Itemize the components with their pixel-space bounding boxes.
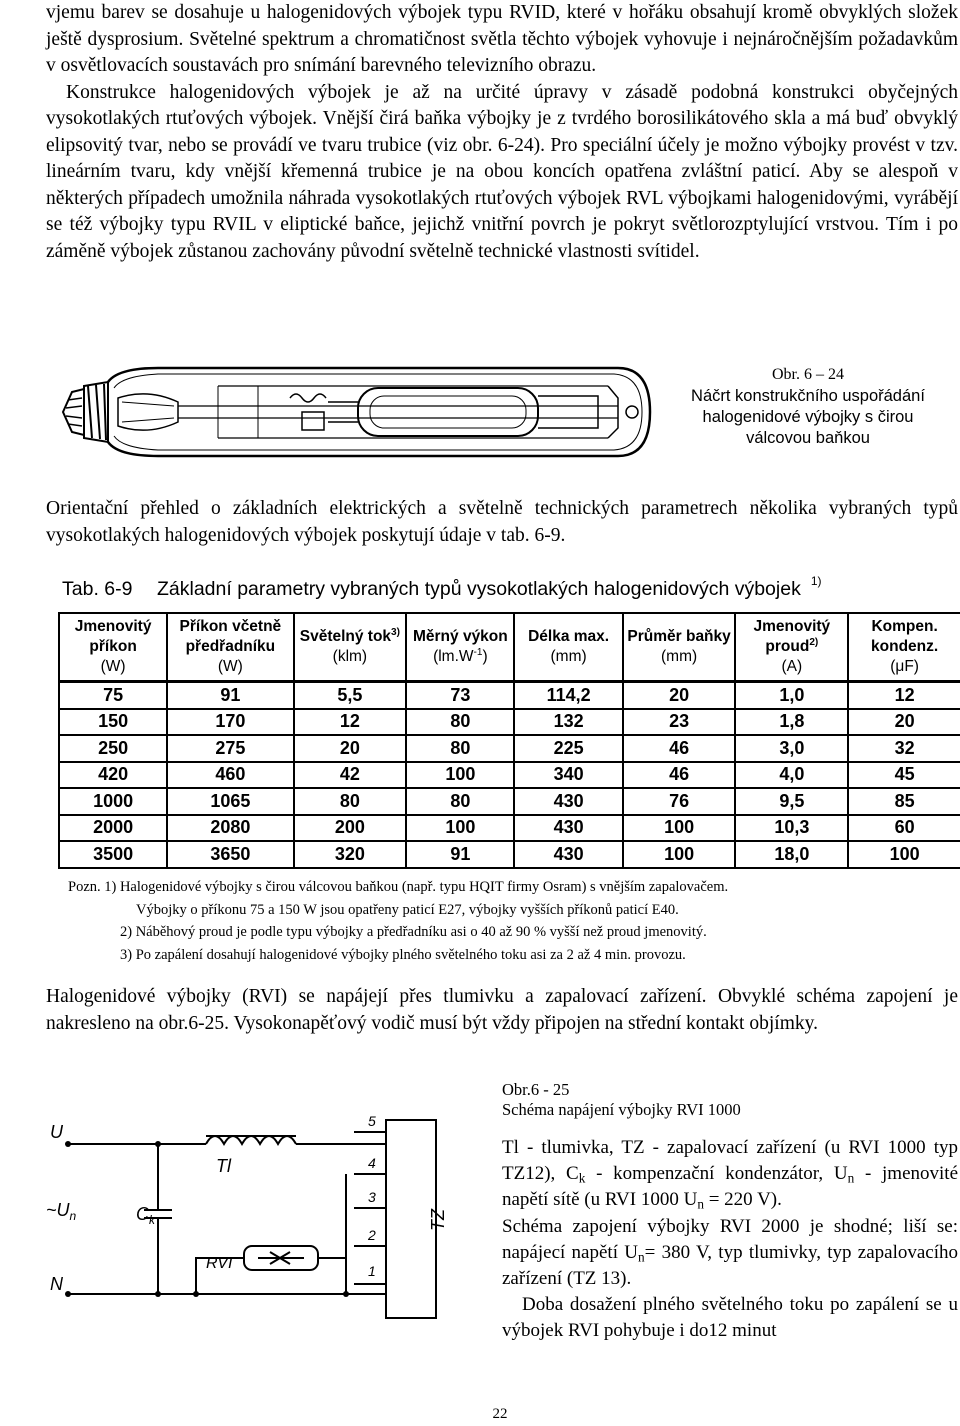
table-row xyxy=(59,841,960,868)
rvi2000-note: Schéma zapojení výbojky RVI 2000 je shodné; liší se: napájecí napětí $U_n= 380$ V, typ tlumivky, typ zapalovacího zařízení (TZ 13). xyxy=(502,1215,959,1290)
header-compensation-capacitor: Kompen. kondenz. (μF) xyxy=(848,613,960,682)
table-cell: 20 xyxy=(623,682,736,709)
table-cell: 100 xyxy=(406,762,514,789)
table-cell: 340 xyxy=(514,762,622,789)
page-number: 22 xyxy=(492,1406,508,1422)
table-cell: 12 xyxy=(848,682,960,709)
figure-6-24-caption-line-3: válcovou baňkou xyxy=(746,429,870,447)
table-cell: 1000 xyxy=(59,788,167,815)
table-title xyxy=(62,574,942,601)
terminal-3: 3 xyxy=(368,1189,376,1205)
label-ck: $C_k$ xyxy=(136,1204,155,1227)
figure-6-25-caption xyxy=(502,1080,958,1120)
header-luminous-flux: Světelný tok$^{3)}$ (klm) xyxy=(294,613,407,682)
label-tz: TZ xyxy=(428,1209,448,1231)
table-cell: 18,0 xyxy=(735,841,848,868)
paragraph-1-text: vjemu barev se dosahuje u halogenidových výbojek typu RVID, které v hořáku obsahují kromě obvyklých složek ještě dysprosium. Světelné spektrum a chromatičnost světla těchto výbojek vyhovuje i nejnáročnějším požadavkům v osvětlovacích soustavách pro snímání barevného televizního obrazu. xyxy=(46,2,958,76)
figure-6-24-caption xyxy=(668,364,948,449)
table-notes xyxy=(68,876,960,966)
table-cell: 430 xyxy=(514,815,622,842)
terminal-5: 5 xyxy=(368,1113,376,1129)
table-cell: 100 xyxy=(623,815,736,842)
figure-6-24-caption-line-2: halogenidové výbojky s čirou xyxy=(702,408,914,426)
lamp-construction-drawing xyxy=(58,358,658,466)
table-cell: 46 xyxy=(623,762,736,789)
table-title-note: 1) xyxy=(810,574,822,588)
table-cell: 3,0 xyxy=(735,735,848,762)
table-cell: 2080 xyxy=(167,815,293,842)
header-power-with-ballast: Příkon včetně předřadníku (W) xyxy=(167,613,293,682)
table-cell: 100 xyxy=(848,841,960,868)
table-cell: 420 xyxy=(59,762,167,789)
warmup-note: Doba dosažení plného světelného toku po zapálení se u výbojek RVI pohybuje i do12 minut xyxy=(502,1294,958,1342)
header-rated-power: Jmenovitý příkon (W) xyxy=(59,613,167,682)
table-cell: 75 xyxy=(59,682,167,709)
note-3: 3) Po zapálení dosahují halogenidové výbojky plného světelného toku asi za 2 až 4 min. provozu. xyxy=(120,946,686,963)
table-row xyxy=(59,735,960,762)
schematic-description xyxy=(502,1135,958,1345)
table-cell: 170 xyxy=(167,709,293,736)
table-row xyxy=(59,788,960,815)
terminal-2: 2 xyxy=(368,1227,376,1243)
table-cell: 91 xyxy=(406,841,514,868)
label-tl: Tl xyxy=(216,1156,231,1176)
table-cell: 73 xyxy=(406,682,514,709)
note-2: 2) Náběhový proud je podle typu výbojky a předřadníku asi o 40 až 90 % vyšší než proud jmenovitý. xyxy=(120,924,707,940)
table-cell: 45 xyxy=(848,762,960,789)
table-cell: 10,3 xyxy=(735,815,848,842)
body-paragraph-4: Halogenidové výbojky (RVI) se napájejí přes tlumivku a zapalovací zařízení. Obvyklé schéma zapojení je nakresleno na obr.6-25. Vysokonapěťový vodič musí být vždy připojen na střední kontakt objímky. xyxy=(46,986,958,1034)
table-cell: 80 xyxy=(406,735,514,762)
table-cell: 275 xyxy=(167,735,293,762)
table-cell: 320 xyxy=(294,841,407,868)
table-cell: 114,2 xyxy=(514,682,622,709)
table-cell: 3650 xyxy=(167,841,293,868)
table-cell: 80 xyxy=(294,788,407,815)
table-cell: 5,5 xyxy=(294,682,407,709)
table-cell: 1,0 xyxy=(735,682,848,709)
table-cell: 3500 xyxy=(59,841,167,868)
figure-6-25-title: Schéma napájení výbojky RVI 1000 xyxy=(502,1100,741,1119)
table-cell: 225 xyxy=(514,735,622,762)
table-cell: 2000 xyxy=(59,815,167,842)
table-cell: 430 xyxy=(514,788,622,815)
terminal-1: 1 xyxy=(368,1263,376,1279)
label-n: N xyxy=(50,1274,63,1294)
table-cell: 42 xyxy=(294,762,407,789)
table-body xyxy=(59,682,960,868)
body-paragraph-3: Orientační přehled o základních elektrických a světelně technických parametrech několika vybraných typů vysokotlakých halogenidových výbojek poskytují údaje v tab. 6-9. xyxy=(46,498,958,546)
table-number: Tab. 6-9 xyxy=(62,578,133,600)
table-cell: 150 xyxy=(59,709,167,736)
table-cell: 80 xyxy=(406,709,514,736)
table-cell: 250 xyxy=(59,735,167,762)
table-cell: 20 xyxy=(848,709,960,736)
label-u: U xyxy=(50,1122,63,1142)
table-cell: 9,5 xyxy=(735,788,848,815)
parameters-table xyxy=(58,612,960,869)
table-row xyxy=(59,709,960,736)
label-rvi: RVI xyxy=(206,1255,233,1272)
note-1-continued: Výbojky o příkonu 75 a 150 W jsou opatřeny paticí E27, výbojky vyšších příkonů paticí E40. xyxy=(136,901,679,918)
table-cell: 20 xyxy=(294,735,407,762)
header-max-length: Délka max. (mm) xyxy=(514,613,622,682)
table-cell: 12 xyxy=(294,709,407,736)
header-rated-current: Jmenovitý proud$^{2)}$ (A) xyxy=(735,613,848,682)
table-cell: 132 xyxy=(514,709,622,736)
schematic-legend: Tl - tlumivka, TZ - zapalovací zařízení (u RVI 1000 typ TZ12), $C_k$ - kompenzační kondenzátor, $U_n$ - jmenovité napětí sítě (u RVI 1000 $U_n = 220$ V). xyxy=(502,1137,959,1212)
table-cell: 80 xyxy=(406,788,514,815)
paragraph-2-text: Konstrukce halogenidových výbojek je až na určité úpravy v zásadě podobná konstrukci obyčejných vysokotlakých rtuťových výbojek. Vnější čirá baňka výbojky je z tvrdého borosilikátového skla a má buď obvyklý elipsovitý tvar, nebo se provádí ve tvaru trubice (viz obr. 6-24). Pro speciální účely je možno výbojky provést v tzv. lineárním tvaru, kdy vnější křemenná trubice je na obou koncích opatřena zvláštní paticí. Aby se alespoň v některých případech umožnila náhrada vysokotlakých rtuťových výbojek RVL výbojkami halogenidovými, vyrábějí se též výbojky typu RVIL v eliptické baňce, jejichž vnitřní povrch je pokryt světlorozptylující vrstvou. Tím i po záměně výbojek zůstanou zachovány původní světelně technické vlastnosti svítidel. xyxy=(46,81,958,262)
table-cell: 76 xyxy=(623,788,736,815)
note-1: Pozn. 1) Halogenidové výbojky s čirou válcovou baňkou (např. typu HQIT firmy Osram) s vnějším zapalovačem. xyxy=(68,879,729,895)
table-row xyxy=(59,762,960,789)
table-row xyxy=(59,682,960,709)
circuit-schematic xyxy=(46,1080,491,1330)
table-cell: 46 xyxy=(623,735,736,762)
header-efficacy: Měrný výkon $(lm.W^{-1})$ xyxy=(406,613,514,682)
terminal-4: 4 xyxy=(368,1155,376,1171)
table-cell: 1,8 xyxy=(735,709,848,736)
table-row xyxy=(59,815,960,842)
label-un: $\sim U_n$ xyxy=(46,1200,77,1223)
table-cell: 23 xyxy=(623,709,736,736)
figure-6-24-number: Obr. 6 – 24 xyxy=(772,366,844,383)
table-cell: 4,0 xyxy=(735,762,848,789)
body-paragraph-1 xyxy=(46,0,958,265)
figure-6-25-number: Obr.6 - 25 xyxy=(502,1080,570,1099)
table-title-text: Základní parametry vybraných typů vysokotlakých halogenidových výbojek xyxy=(157,578,801,600)
table-cell: 100 xyxy=(623,841,736,868)
table-cell: 460 xyxy=(167,762,293,789)
table-cell: 60 xyxy=(848,815,960,842)
figure-6-24-caption-line-1: Náčrt konstrukčního uspořádání xyxy=(691,387,925,405)
table-cell: 32 xyxy=(848,735,960,762)
table-cell: 1065 xyxy=(167,788,293,815)
table-cell: 91 xyxy=(167,682,293,709)
table-cell: 85 xyxy=(848,788,960,815)
table-cell: 200 xyxy=(294,815,407,842)
header-bulb-diameter: Průměr baňky (mm) xyxy=(623,613,736,682)
table-cell: 430 xyxy=(514,841,622,868)
table-cell: 100 xyxy=(406,815,514,842)
